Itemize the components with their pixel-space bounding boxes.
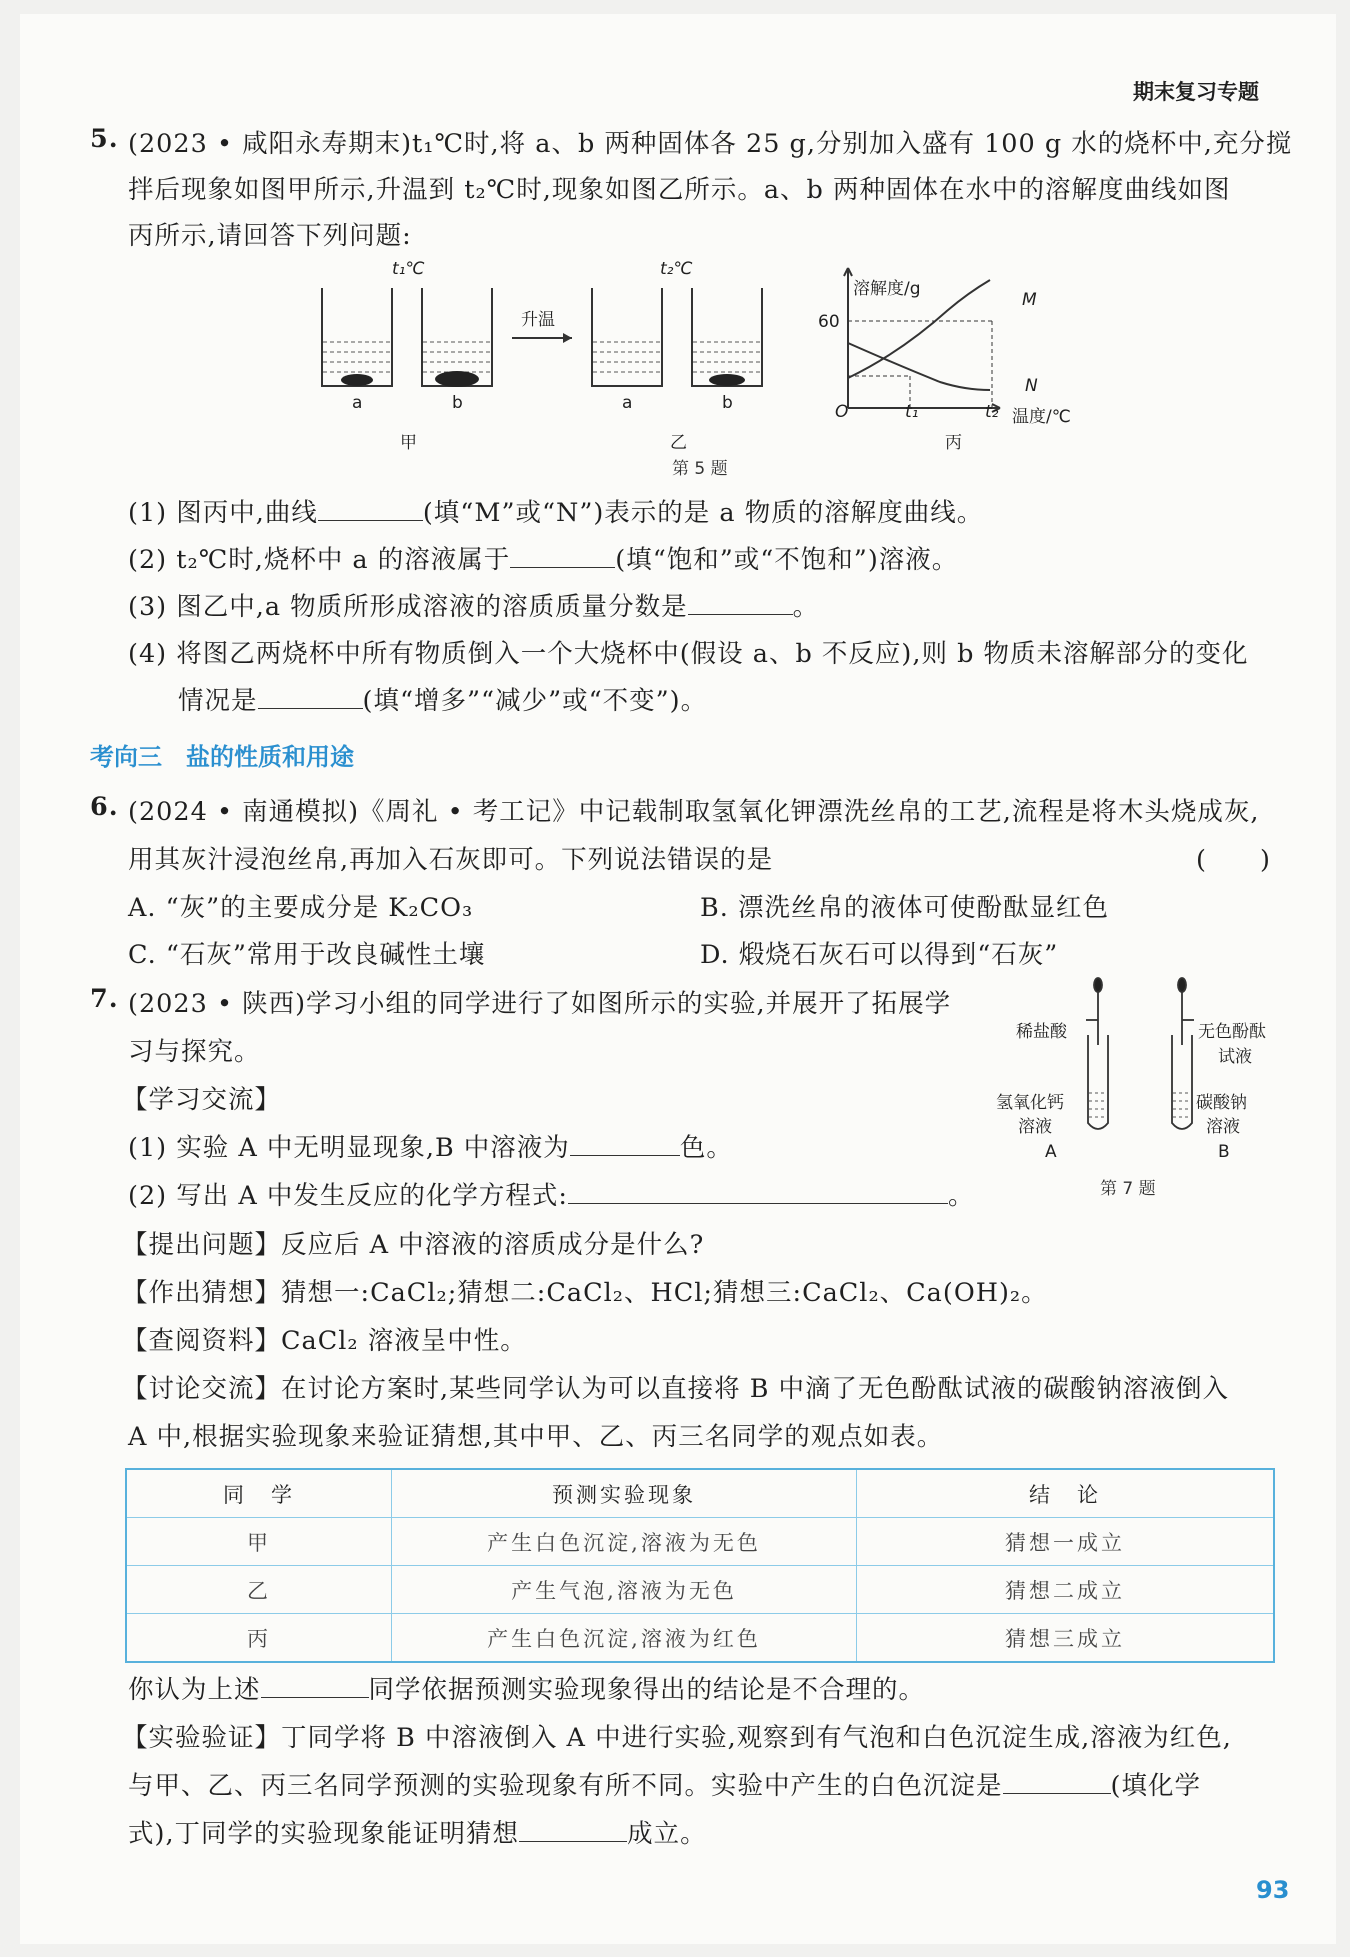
q6-answer-paren: ( ) [1196, 845, 1271, 875]
fig7-caption: 第 7 题 [1100, 1179, 1156, 1199]
table-header-cell: 预测实验现象 [392, 1469, 857, 1518]
q6-option-c: C. “石灰”常用于改良碱性土壤 [128, 940, 486, 970]
fig5-arrow-label: 升温 [521, 310, 555, 330]
table-cell: 产生气泡,溶液为无色 [392, 1566, 857, 1614]
table-cell: 乙 [126, 1566, 392, 1614]
fig5-beaker-b-label: b [452, 393, 463, 413]
graph-curve-m-label: M [1022, 290, 1037, 310]
fig7-right-bottom2: 溶液 [1206, 1117, 1240, 1137]
fig5-t1: t₁℃ [392, 259, 425, 279]
graph-origin: O [835, 402, 849, 422]
table-header-cell: 同 学 [126, 1469, 392, 1518]
q7-verify-line1: 【实验验证】丁同学将 B 中溶液倒入 A 中进行实验,观察到有气泡和白色沉淀生成,溶液为红色, [122, 1723, 1232, 1753]
q7-discuss-line1: 【讨论交流】在讨论方案时,某些同学认为可以直接将 B 中滴了无色酚酞试液的碳酸钠溶液倒入 [122, 1374, 1230, 1404]
beaker-jia-a [322, 288, 392, 386]
fig7-right-top1: 无色酚酞 [1198, 1022, 1266, 1042]
q7-info: 【查阅资料】CaCl₂ 溶液呈中性。 [122, 1326, 527, 1356]
q7-line1: (2023 • 陕西)学习小组的同学进行了如图所示的实验,并展开了拓展学 [128, 989, 952, 1019]
beaker-yi-a [592, 288, 662, 386]
table-header-cell: 结 论 [857, 1469, 1275, 1518]
section3-title: 考向三 盐的性质和用途 [90, 743, 354, 771]
graph-xlabel: 温度/℃ [1012, 407, 1071, 427]
q6-line2: 用其灰汁浸泡丝帛,再加入石灰即可。下列说法错误的是 [128, 845, 774, 875]
q6-option-a: A. “灰”的主要成分是 K₂CO₃ [128, 893, 474, 923]
fig7-left-bottom2: 溶液 [1018, 1117, 1052, 1137]
table-cell: 产生白色沉淀,溶液为无色 [392, 1518, 857, 1566]
q5-sub3: (3) 图乙中,a 物质所形成溶液的溶质质量分数是 。 [128, 592, 820, 622]
table-row [126, 1518, 1274, 1566]
q7-figure [1050, 975, 1310, 1135]
fig7-right-top2: 试液 [1218, 1047, 1252, 1067]
q7-discuss-line2: A 中,根据实验现象来验证猜想,其中甲、乙、丙三名同学的观点如表。 [128, 1422, 944, 1452]
test-tube-b [1172, 1035, 1192, 1129]
fig5-beaker-a2-label: a [622, 393, 633, 413]
fig7-left-bottom1: 氢氧化钙 [996, 1093, 1064, 1113]
q6-line1: (2024 • 南通模拟)《周礼 • 考工记》中记载制取氢氧化钾漂洗丝帛的工艺,流程是将木头烧成灰, [128, 797, 1260, 827]
solid-yi-b [709, 374, 745, 386]
q7-exchange: 【学习交流】 [122, 1085, 282, 1115]
fig5-beaker-a-label: a [352, 393, 363, 413]
q5-sub4-line1: (4) 将图乙两烧杯中所有物质倒入一个大烧杯中(假设 a、b 不反应),则 b 物质未溶解部分的变化 [128, 639, 1249, 669]
q6-number: 6. [90, 792, 119, 822]
table-cell: 猜想二成立 [857, 1566, 1275, 1614]
table-cell: 猜想一成立 [857, 1518, 1275, 1566]
table-cell: 甲 [126, 1518, 392, 1566]
q7-number: 7. [90, 984, 119, 1014]
arrow-icon [563, 333, 572, 343]
q7-verify-line3: 式),丁同学的实验现象能证明猜想 成立。 [128, 1819, 707, 1849]
table-row [126, 1614, 1274, 1663]
q7-guess: 【作出猜想】猜想一:CaCl₂;猜想二:CaCl₂、HCl;猜想三:CaCl₂、Ca(OH)₂。 [122, 1278, 1048, 1308]
q6-option-b: B. 漂洗丝帛的液体可使酚酞显红色 [700, 893, 1109, 923]
graph-tick-60: 60 [818, 312, 840, 332]
fig7-tube-b-label: B [1218, 1142, 1230, 1162]
q5-sub1: (1) 图丙中,曲线 (填“M”或“N”)表示的是 a 物质的溶解度曲线。 [128, 498, 984, 528]
fig7-tube-a-label: A [1045, 1142, 1057, 1162]
fig5-caption: 第 5 题 [672, 459, 728, 479]
q6-option-d: D. 煅烧石灰石可以得到“石灰” [700, 940, 1059, 970]
solid-jia-b [435, 371, 479, 387]
fig5-label-yi: 乙 [670, 433, 687, 453]
q5-number: 5. [90, 124, 119, 154]
q5-line2: 拌后现象如图甲所示,升温到 t₂℃时,现象如图乙所示。a、b 两种固体在水中的溶解度曲线如图 [128, 175, 1231, 205]
beaker-yi-b [692, 288, 762, 386]
q5-line1: (2023 • 咸阳永寿期末)t₁℃时,将 a、b 两种固体各 25 g,分别加入盛有 100 g 水的烧杯中,充分搅 [128, 129, 1293, 159]
q7-line2: 习与探究。 [128, 1037, 261, 1067]
q7-verify-line2: 与甲、乙、丙三名同学预测的实验现象有所不同。实验中产生的白色沉淀是 (填化学 [128, 1771, 1201, 1801]
q5-figure [300, 258, 1100, 478]
header-title: 期末复习专题 [1133, 80, 1259, 104]
q5-line3: 丙所示,请回答下列问题: [128, 221, 412, 251]
q5-sub2: (2) t₂℃时,烧杯中 a 的溶液属于 (填“饱和”或“不饱和”)溶液。 [128, 545, 959, 575]
prediction-table [125, 1468, 1275, 1663]
q7-after-table: 你认为上述 同学依据预测实验现象得出的结论是不合理的。 [128, 1675, 926, 1705]
fig5-beaker-b2-label: b [722, 393, 733, 413]
fig7-left-top: 稀盐酸 [1016, 1022, 1067, 1042]
table-cell: 产生白色沉淀,溶液为红色 [392, 1614, 857, 1663]
fig7-right-bottom1: 碳酸钠 [1196, 1093, 1247, 1113]
q7-question: 【提出问题】反应后 A 中溶液的溶质成分是什么? [122, 1230, 705, 1260]
q7-sub1: (1) 实验 A 中无明显现象,B 中溶液为 色。 [128, 1133, 733, 1163]
fig5-label-jia: 甲 [400, 433, 417, 453]
page-number: 93 [1256, 1876, 1290, 1904]
test-tube-a [1088, 1035, 1108, 1129]
q7-sub2: (2) 写出 A 中发生反应的化学方程式: 。 [128, 1181, 975, 1211]
graph-tick-t2: t₂ [985, 402, 999, 422]
q5-sub4-line2: 情况是 (填“增多”“减少”或“不变”)。 [178, 686, 708, 716]
fig5-label-bing: 丙 [945, 433, 962, 453]
fig5-t2: t₂℃ [660, 259, 693, 279]
graph-curve-n-label: N [1025, 376, 1038, 396]
table-cell: 丙 [126, 1614, 392, 1663]
graph-tick-t1: t₁ [905, 402, 919, 422]
table-row [126, 1566, 1274, 1614]
table-header-row [126, 1469, 1274, 1518]
table-cell: 猜想三成立 [857, 1614, 1275, 1663]
graph-ylabel: 溶解度/g [853, 279, 921, 299]
solid-jia-a [341, 374, 373, 386]
